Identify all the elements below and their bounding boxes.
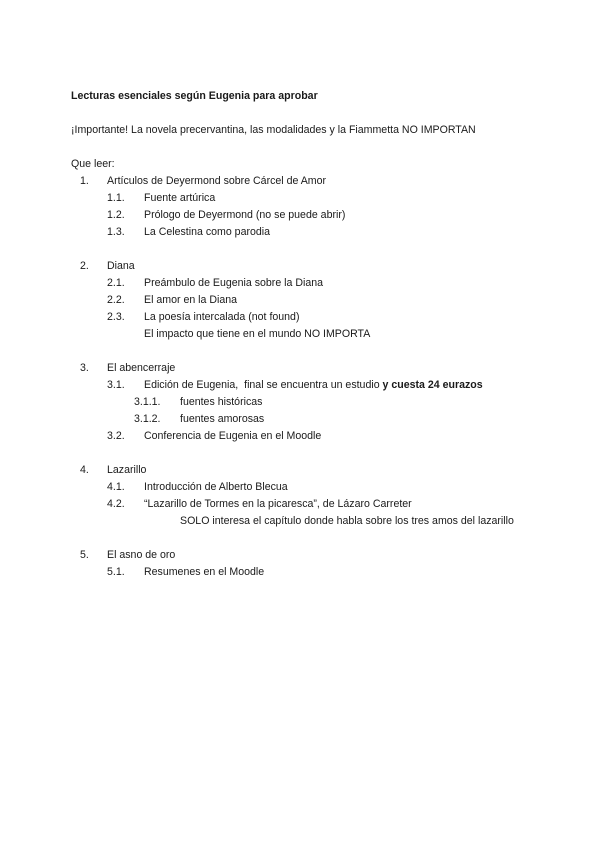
item-number: 1.3. [107, 226, 125, 238]
item-text: Resumenes en el Moodle [144, 566, 265, 578]
section-number: 5. [80, 549, 89, 561]
item-text-bold: y cuesta 24 eurazos [382, 379, 483, 391]
subitem-text: fuentes históricas [180, 396, 263, 408]
document-title: Lecturas esenciales según Eugenia para aprobar [71, 90, 318, 102]
item-number: 2.2. [107, 294, 125, 306]
item-number: 1.1. [107, 192, 125, 204]
item-note: El impacto que tiene en el mundo NO IMPORTA [144, 328, 371, 340]
que-leer-heading: Que leer: [71, 158, 115, 170]
item-number: 4.1. [107, 481, 125, 493]
subitem-text: fuentes amorosas [180, 413, 265, 425]
item-note: SOLO interesa el capítulo donde habla sobre los tres amos del lazarillo [180, 515, 514, 527]
item-text: El amor en la Diana [144, 294, 238, 306]
item-text [144, 379, 483, 392]
section-title: Artículos de Deyermond sobre Cárcel de Amor [107, 175, 327, 187]
section-number: 3. [80, 362, 89, 374]
item-text: Fuente artúrica [144, 192, 216, 204]
item-text: La Celestina como parodia [144, 226, 271, 238]
section-title: El abencerraje [107, 362, 176, 374]
section-number: 4. [80, 464, 89, 476]
section-number: 2. [80, 260, 89, 272]
item-text: Conferencia de Eugenia en el Moodle [144, 430, 322, 442]
item-number: 2.1. [107, 277, 125, 289]
subitem-number: 3.1.2. [134, 413, 161, 425]
item-number: 2.3. [107, 311, 125, 323]
item-number: 3.1. [107, 379, 125, 391]
item-text: La poesía intercalada (not found) [144, 311, 300, 323]
section-title: Lazarillo [107, 464, 147, 476]
item-number: 3.2. [107, 430, 125, 442]
item-number: 5.1. [107, 566, 125, 578]
item-number: 1.2. [107, 209, 125, 221]
section-title: Diana [107, 260, 135, 272]
item-number: 4.2. [107, 498, 125, 510]
section-number: 1. [80, 175, 89, 187]
item-text: Prólogo de Deyermond (no se puede abrir) [144, 209, 346, 221]
important-note: ¡Importante! La novela precervantina, las modalidades y la Fiammetta NO IMPORTAN [71, 124, 476, 136]
section-title: El asno de oro [107, 549, 176, 561]
subitem-number: 3.1.1. [134, 396, 161, 408]
item-text: Introducción de Alberto Blecua [144, 481, 288, 493]
item-text: “Lazarillo de Tormes en la picaresca”, de Lázaro Carreter [144, 498, 412, 510]
item-text: Preámbulo de Eugenia sobre la Diana [144, 277, 324, 289]
item-text-regular: Edición de Eugenia, final se encuentra un estudio [144, 379, 383, 391]
